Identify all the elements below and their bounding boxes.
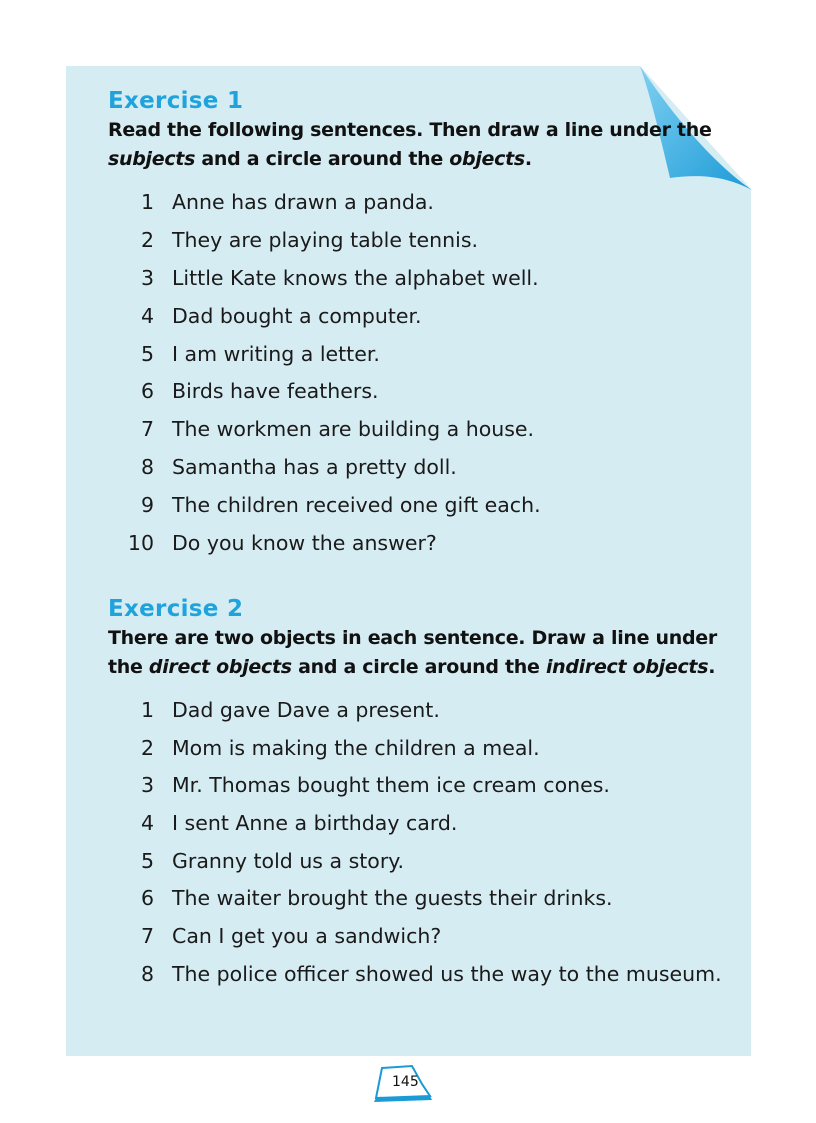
item-number: 8 [140,961,154,986]
instruction-text: Read the following sentences. Then draw a line under the [108,119,712,141]
sentence-item [108,449,728,487]
exercise-1-instruction [108,116,728,174]
item-number: 4 [140,303,154,328]
sentence-item [108,956,728,994]
sentence-text: Do you know the answer? [172,531,437,556]
sentence-item [108,843,728,881]
exercise-2-sentence-list [108,692,728,994]
sentence-text: Granny told us a story. [172,848,404,873]
item-number: 2 [140,227,154,252]
item-number: 2 [140,735,154,760]
sentence-text: Mom is making the children a meal. [172,735,540,760]
page-number-badge [372,1062,436,1104]
page-number: 145 [392,1074,419,1090]
item-number: 1 [140,698,154,722]
sentence-text: Dad gave Dave a present. [172,698,440,722]
sentence-item [108,373,728,411]
sentence-item [108,487,728,525]
item-number: 6 [140,886,154,911]
sentence-text: Mr. Thomas bought them ice cream cones. [172,773,610,798]
sentence-item [108,525,728,563]
item-number: 8 [140,455,154,480]
sentence-item [108,880,728,918]
instruction-text: and a circle around the [195,148,450,170]
instruction-emphasis-subjects: subjects [108,148,196,170]
sentence-text: Dad bought a computer. [172,303,422,328]
sentence-item [108,767,728,805]
instruction-text: . [708,656,716,678]
instruction-emphasis-direct-objects: direct objects [148,656,292,678]
instruction-text: . [524,148,532,170]
instruction-emphasis-objects: objects [449,148,525,170]
exercise-1 [108,86,728,563]
sentence-item [108,411,728,449]
item-number: 5 [140,341,154,366]
sentence-text: Can I get you a sandwich? [172,924,442,949]
sentence-text: Little Kate knows the alphabet well. [172,265,539,290]
instruction-text: There are two objects in each sentence. Draw a line under the [108,627,717,678]
sentence-item [108,222,728,260]
sentence-item [108,298,728,336]
exercise-1-title: Exercise 1 [108,88,244,114]
item-number: 4 [140,811,154,836]
item-number: 9 [140,493,154,518]
exercise-2-instruction [108,624,728,682]
item-number: 10 [127,531,154,556]
item-number: 1 [140,190,154,214]
sentence-item [108,336,728,374]
instruction-emphasis-indirect-objects: indirect objects [545,656,709,678]
sentence-text: Samantha has a pretty doll. [172,455,457,480]
sentence-item [108,805,728,843]
item-number: 7 [140,924,154,949]
sentence-text: The waiter brought the guests their drinks. [172,886,613,911]
exercise-1-sentence-list [108,184,728,563]
sentence-item [108,260,728,298]
sentence-text: Birds have feathers. [172,379,379,404]
item-number: 3 [140,265,154,290]
sentence-item [108,730,728,768]
item-number: 3 [140,773,154,798]
sentence-text: Anne has drawn a panda. [172,190,434,214]
sentence-text: The workmen are building a house. [172,417,535,442]
sentence-item [108,692,728,730]
exercise-2 [108,594,728,994]
sentence-text: They are playing table tennis. [172,227,479,252]
item-number: 6 [140,379,154,404]
sentence-text: I am writing a letter. [172,341,380,366]
instruction-text: and a circle around the [291,656,546,678]
item-number: 5 [140,848,154,873]
sentence-text: The police officer showed us the way to the museum. [172,961,722,986]
sentence-text: I sent Anne a birthday card. [172,811,458,836]
sentence-item [108,184,728,222]
item-number: 7 [140,417,154,442]
sentence-text: The children received one gift each. [172,493,541,518]
exercise-2-title: Exercise 2 [108,596,244,622]
sentence-item [108,918,728,956]
